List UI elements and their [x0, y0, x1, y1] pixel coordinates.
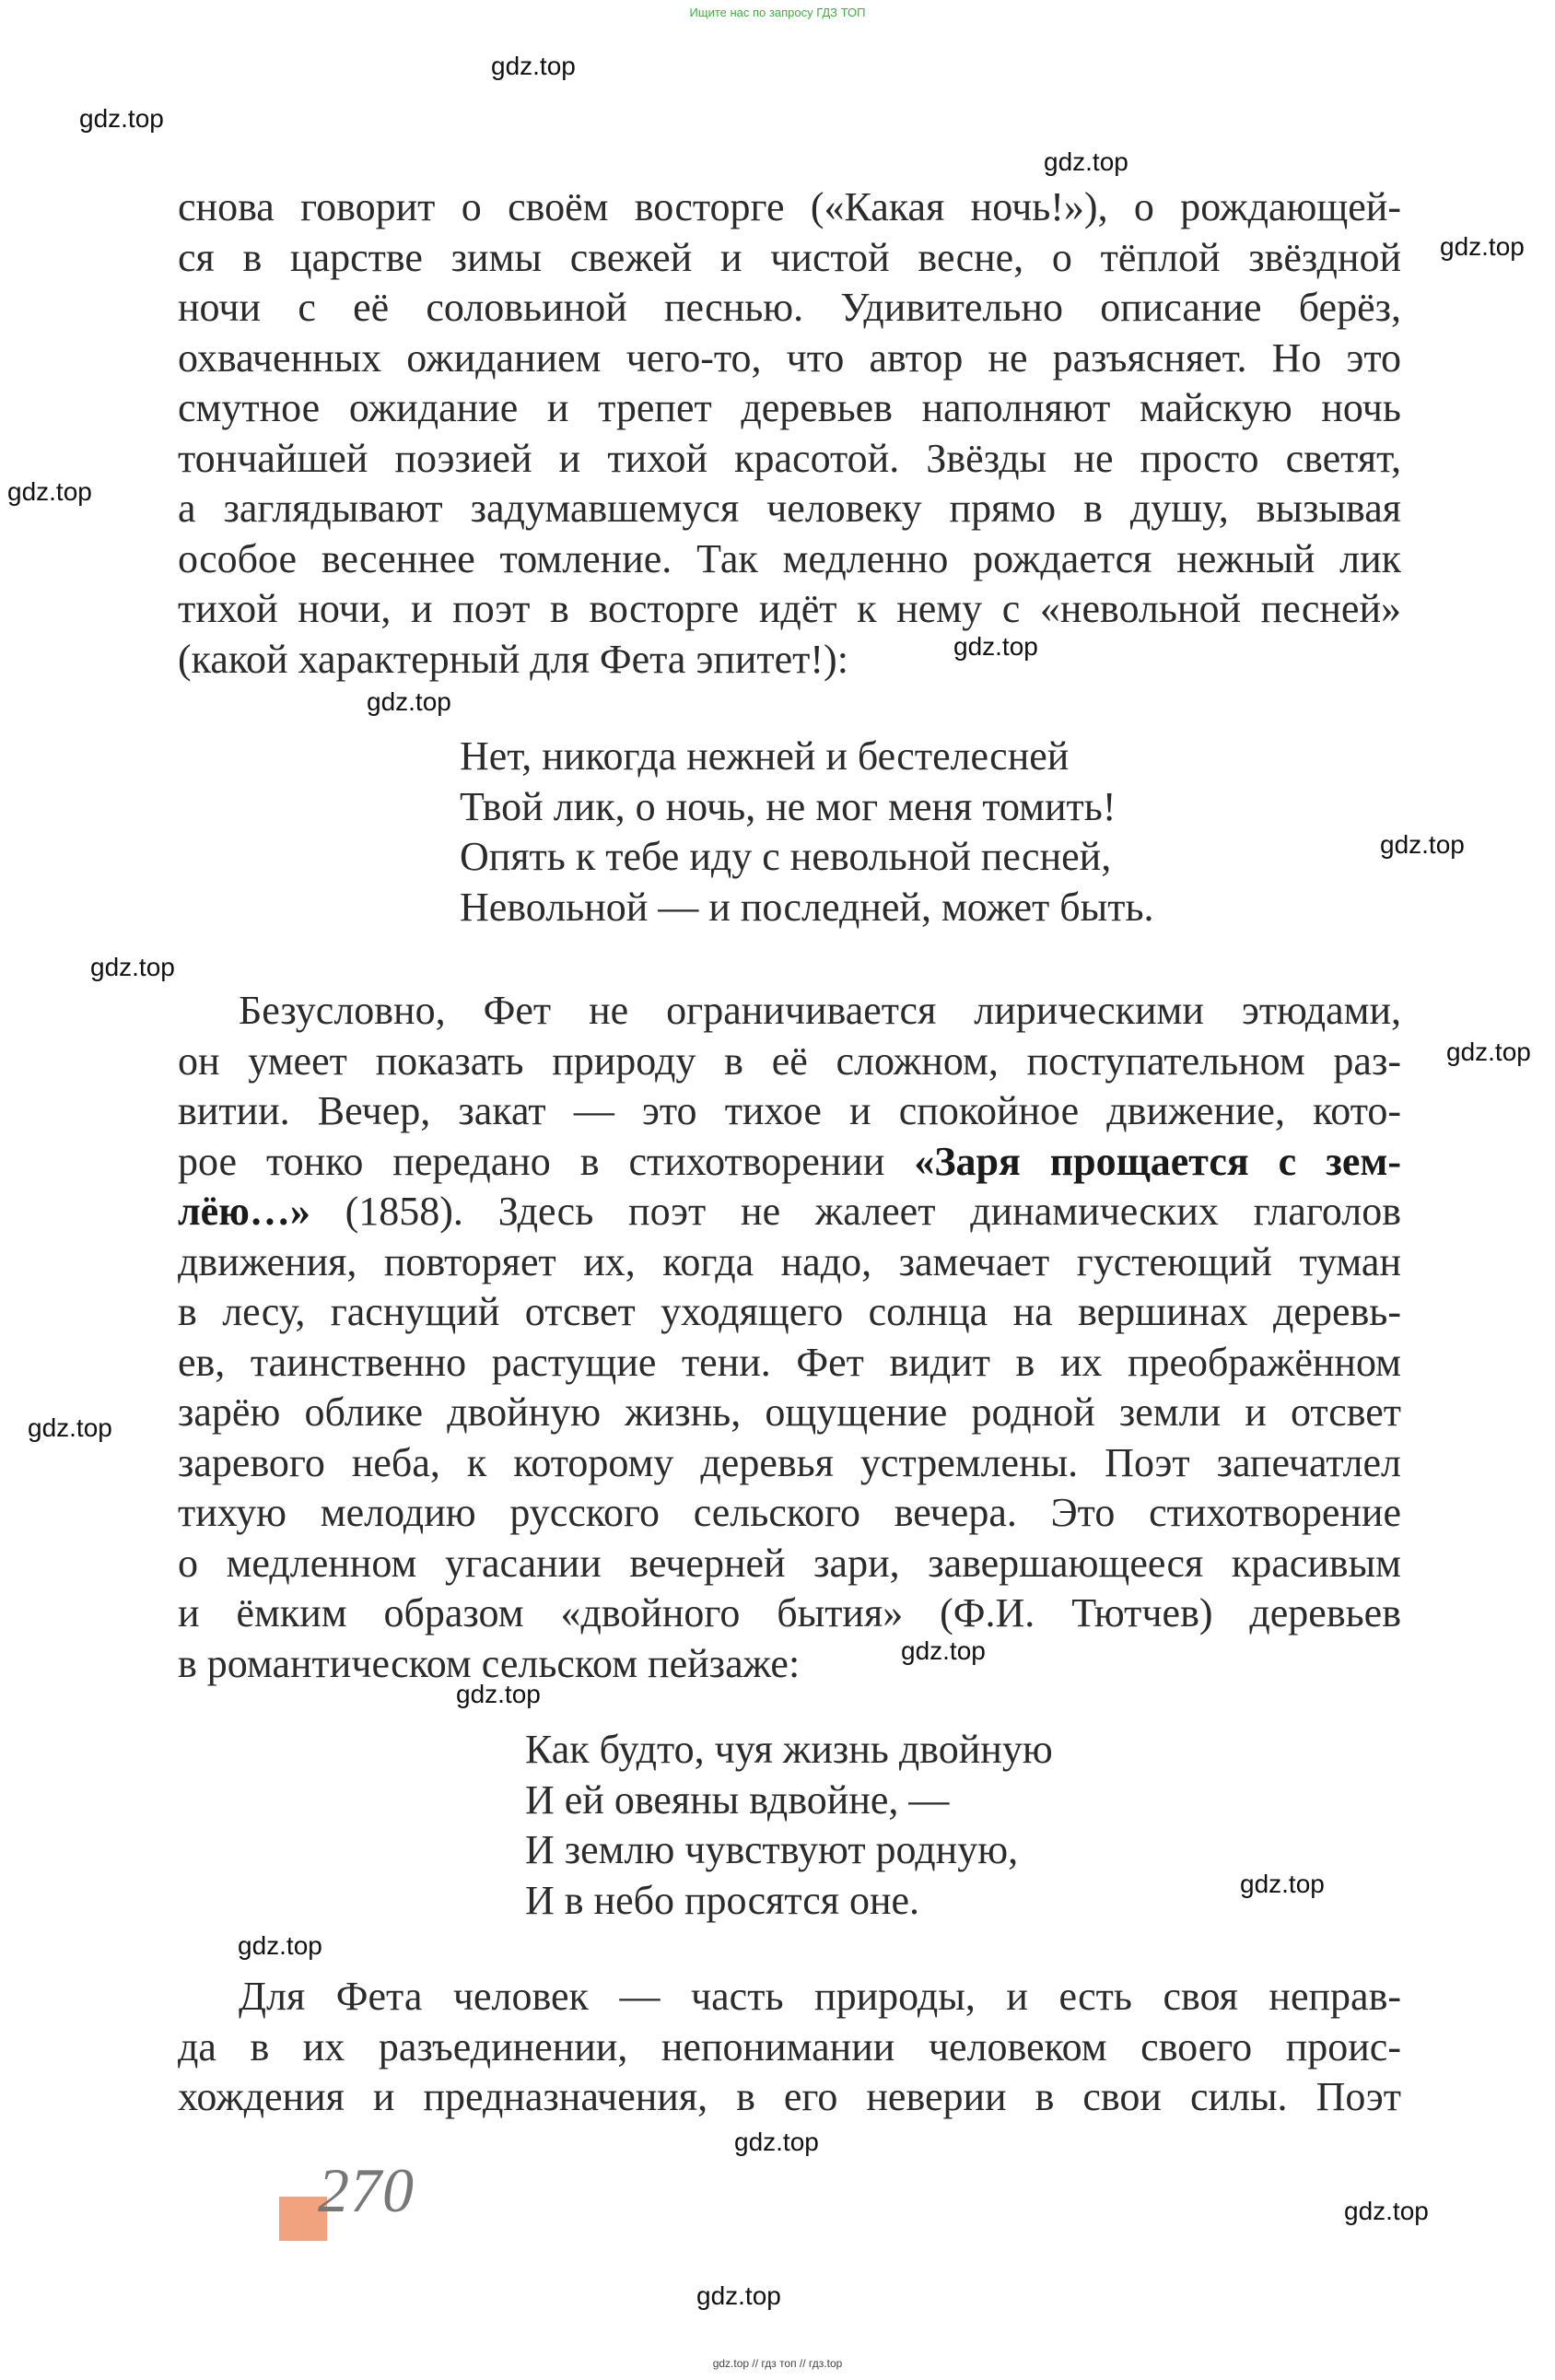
watermark: gdz.top: [90, 953, 175, 981]
header-note: Ищите нас по запросу ГДЗ ТОП: [689, 6, 866, 19]
watermark: gdz.top: [734, 2128, 819, 2156]
text-line: снова говорит о своём восторге («Какая ночь!»), о рождающей-: [178, 184, 1401, 229]
verse-line: Невольной — и последней, может быть.: [460, 884, 1154, 930]
text-line: а заглядывают задумавшемуся человеку прямо в душу, вызывая: [178, 486, 1401, 531]
verse-line: И в небо просятся оне.: [525, 1877, 920, 1923]
verse-1: [460, 732, 1154, 932]
text-line: в лесу, гаснущий отсвет уходящего солнца на вершинах деревь-: [178, 1289, 1401, 1334]
text-line: и ёмким образом «двойного бытия» (Ф.И. Тютчев) деревьев: [178, 1590, 1401, 1636]
text-line: ночи с её соловьиной песнью. Удивительно описание берёз,: [178, 285, 1401, 330]
verse-line: И ей овеяны вдвойне, —: [525, 1776, 950, 1823]
watermark: gdz.top: [456, 1680, 541, 1708]
paragraph-3: [178, 1972, 1401, 2123]
poem-title: «Заря прощается с зем-: [914, 1138, 1401, 1184]
watermark: gdz.top: [1344, 2197, 1429, 2225]
watermark: gdz.top: [901, 1636, 986, 1665]
text-line: [178, 1137, 1401, 1188]
text-line: смутное ожидание и трепет деревьев наполняют майскую ночь: [178, 385, 1401, 430]
verse-line: И землю чувствуют родную,: [525, 1827, 1019, 1872]
text-line: заревого неба, к которому деревья устремлены. Поэт запечатлел: [178, 1439, 1401, 1485]
text-line: он умеет показать природу в её сложном, поступательном раз-: [178, 1038, 1401, 1084]
text-line: о медленном угасании вечерней зари, завершающееся красивым: [178, 1540, 1401, 1586]
text-line: [178, 1187, 1401, 1237]
verse-2: [525, 1725, 1053, 1926]
text-line: тихую мелодию русского сельского вечера. Это стихотворение: [178, 1490, 1401, 1535]
paragraph-1: [178, 182, 1401, 685]
watermark: gdz.top: [491, 52, 576, 80]
page-number: 270: [318, 2155, 415, 2225]
watermark: gdz.top: [1240, 1870, 1325, 1898]
text-line: ся в царстве зимы свежей и чистой весне, о тёплой звёздной: [178, 234, 1401, 280]
watermark: gdz.top: [953, 632, 1038, 661]
paragraph-2: [178, 986, 1401, 1689]
watermark: gdz.top: [1380, 830, 1465, 859]
text-line: особое весеннее томление. Так медленно рождается нежный лик: [178, 535, 1401, 581]
text-line: охваченных ожиданием чего-то, что автор не разъясняет. Но это: [178, 334, 1401, 381]
text-line: ев, таинственно растущие тени. Фет видит в их преображённом: [178, 1339, 1401, 1385]
watermark: gdz.top: [367, 687, 451, 716]
watermark: gdz.top: [696, 2281, 781, 2310]
text-line: Для Фета человек — часть природы, и есть своя неправ-: [239, 1974, 1401, 2019]
text-line: движения, повторяет их, когда надо, замечает густеющий туман: [178, 1238, 1401, 1284]
text-segment: (1858). Здесь поэт не жалеет динамических глаголов: [310, 1189, 1401, 1234]
watermark: gdz.top: [1044, 147, 1128, 176]
watermark: gdz.top: [7, 477, 92, 506]
text-line: хождения и предназначения, в его неверии в свои силы. Поэт: [178, 2074, 1401, 2119]
verse-line: Опять к тебе иду с невольной песней,: [460, 834, 1112, 879]
text-segment: рое тонко передано в стихотворении: [178, 1138, 915, 1184]
verse-line: Как будто, чуя жизнь двойную: [525, 1727, 1053, 1772]
watermark: gdz.top: [238, 1931, 322, 1960]
text-line: зарёю облике двойную жизнь, ощущение родной земли и отсвет: [178, 1389, 1401, 1435]
text-line: в романтическом сельском пейзаже:: [178, 1640, 801, 1686]
footer-note: gdz.top // гдз топ // гдз.top: [712, 2357, 843, 2370]
poem-title: лёю…»: [178, 1189, 310, 1234]
watermark: gdz.top: [79, 104, 164, 133]
text-line: да в их разъединении, непонимании человеком своего проис-: [178, 2023, 1401, 2069]
text-line: витии. Вечер, закат — это тихое и спокойное движение, кото-: [178, 1088, 1401, 1133]
watermark: gdz.top: [1440, 232, 1525, 261]
watermark: gdz.top: [1446, 1038, 1531, 1066]
verse-line: Нет, никогда нежней и бестелесней: [460, 733, 1070, 779]
text-line: тончайшей поэзией и тихой красотой. Звёзды не просто светят,: [178, 435, 1401, 481]
verse-line: Твой лик, о ночь, не мог меня томить!: [460, 783, 1117, 829]
text-line: тихой ночи, и поэт в восторге идёт к нему с «невольной песней»: [178, 586, 1401, 631]
text-line: Безусловно, Фет не ограничивается лирическими этюдами,: [239, 988, 1401, 1033]
watermark: gdz.top: [28, 1413, 112, 1442]
text-line: (какой характерный для Фета эпитет!):: [178, 636, 848, 682]
